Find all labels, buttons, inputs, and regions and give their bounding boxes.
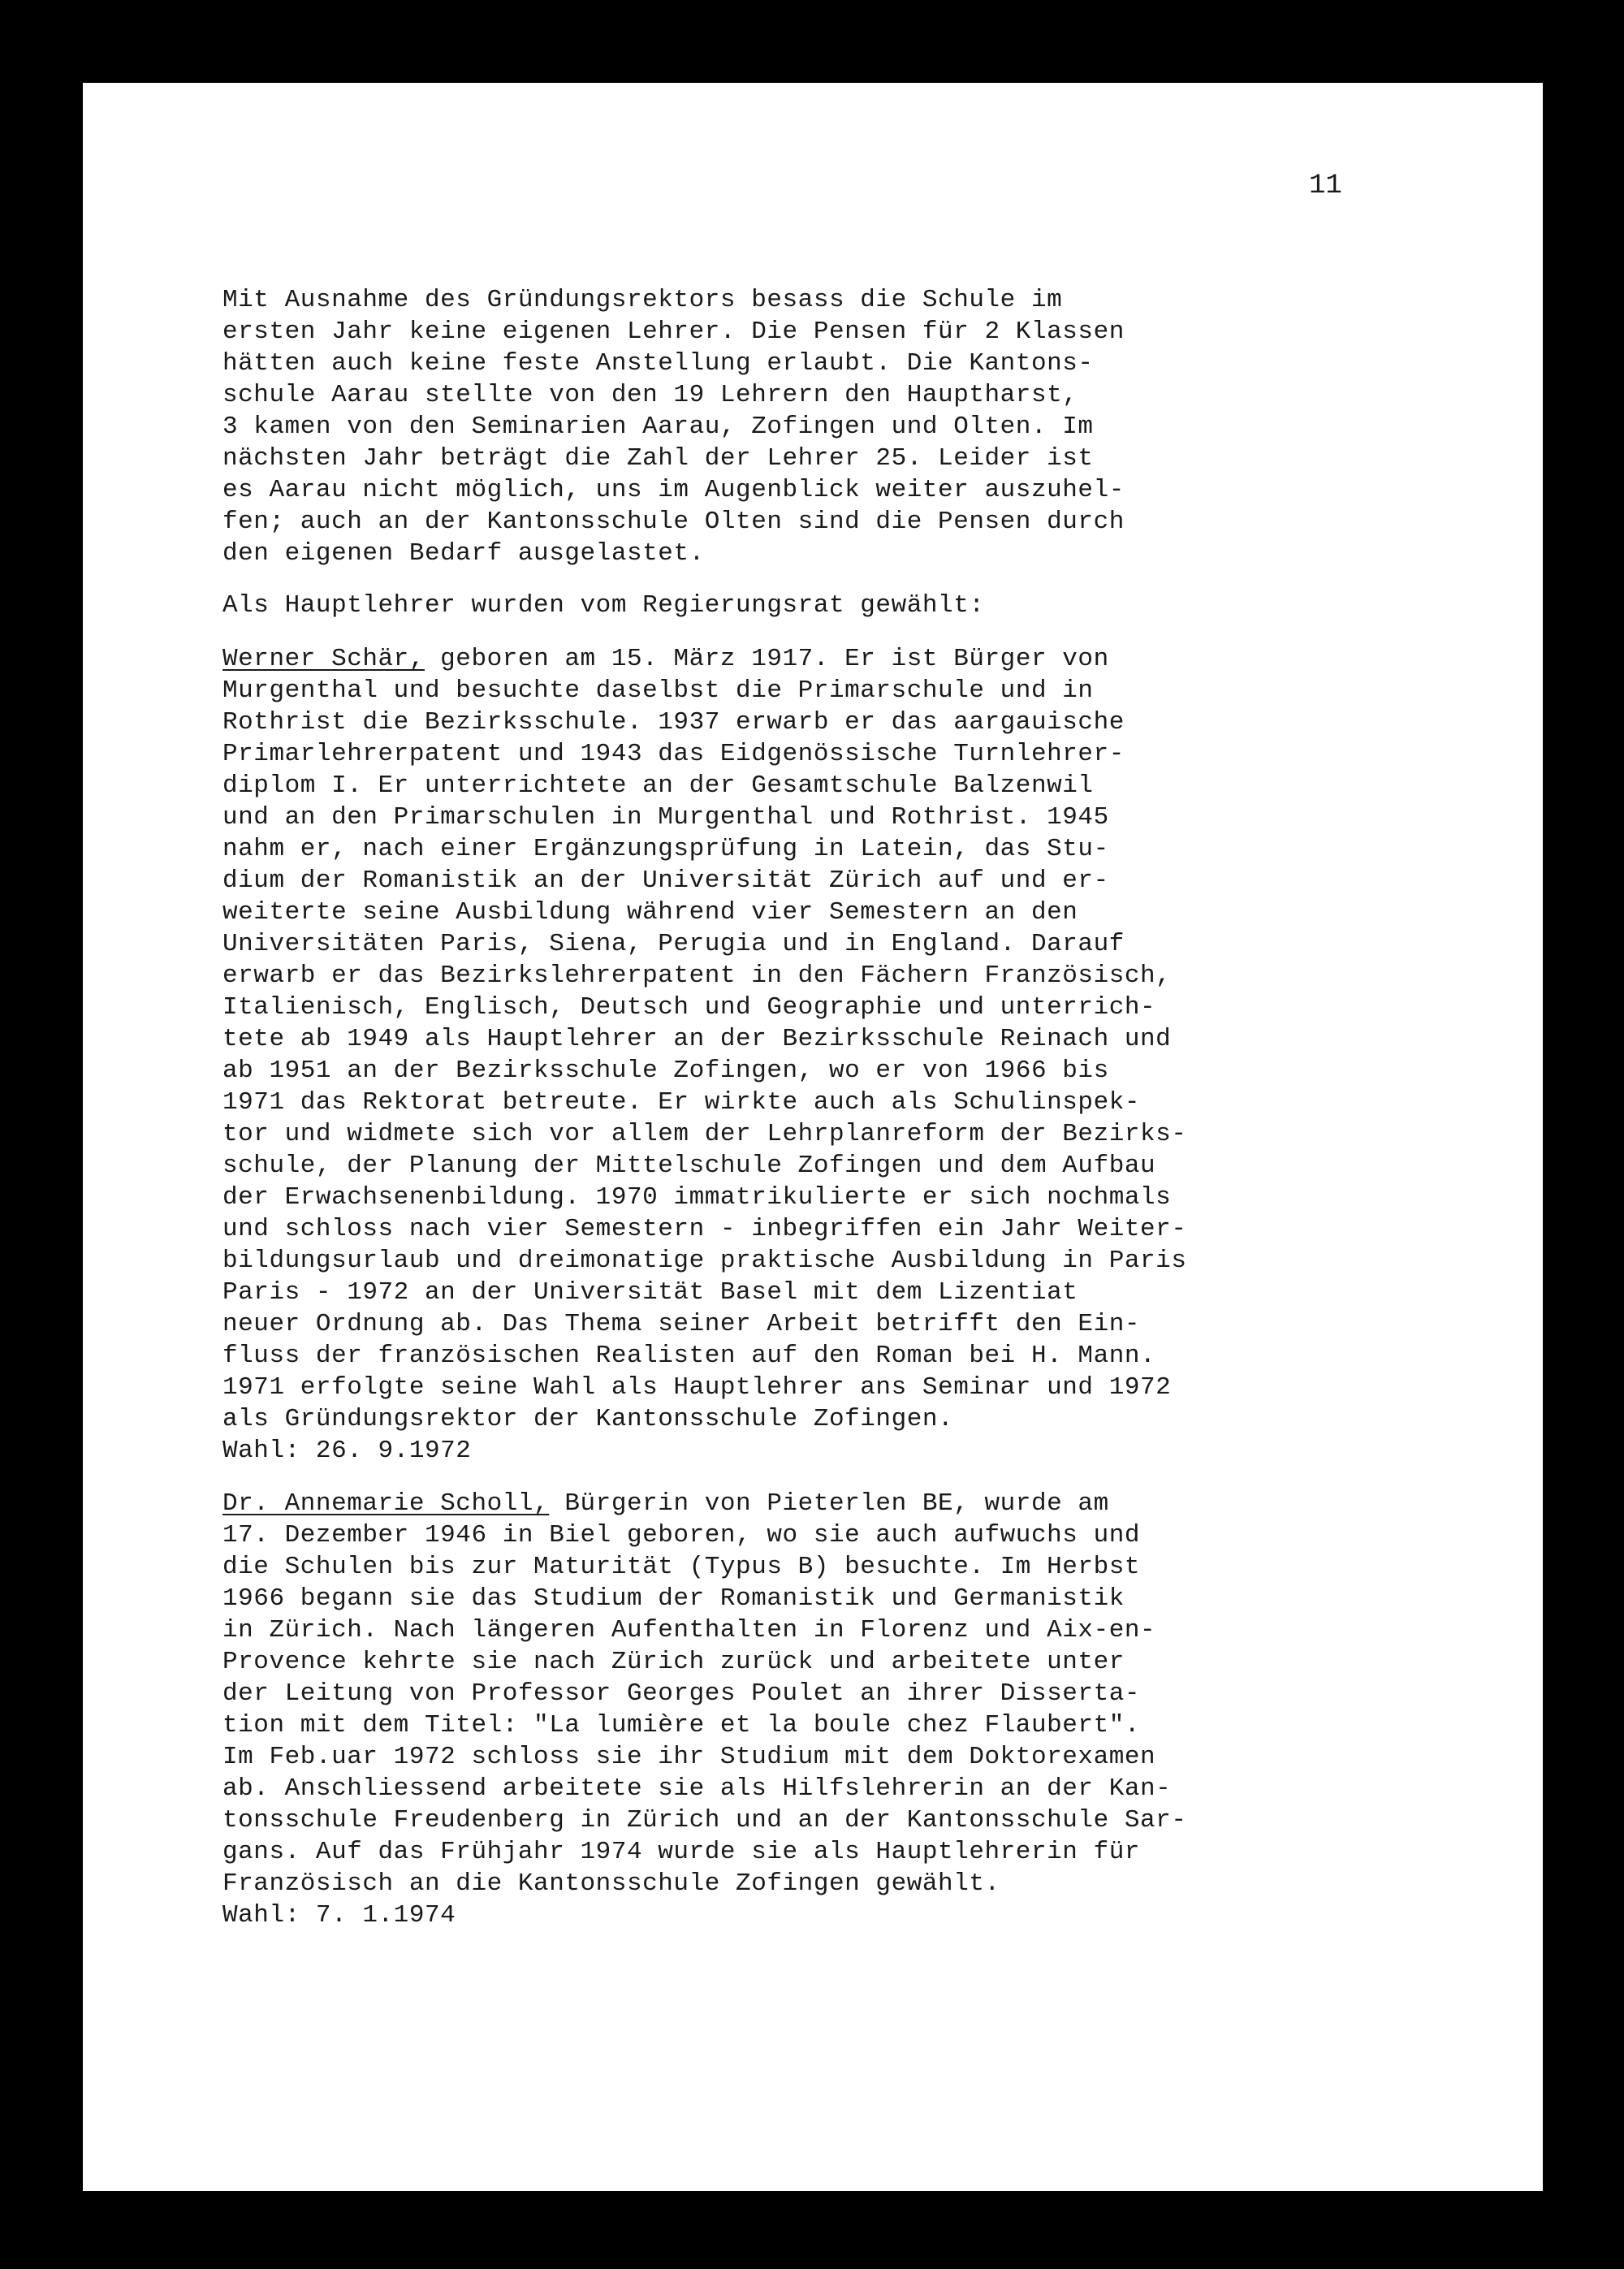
scholl-biography — [222, 1488, 1187, 1931]
text-line: schule Aarau stellte von den 19 Lehrern den Hauptharst, — [222, 381, 1078, 409]
text-line: Provence kehrte sie nach Zürich zurück und arbeitete unter — [222, 1648, 1125, 1676]
text-line — [222, 1488, 1187, 1519]
text-line: der Erwachsenenbildung. 1970 immatrikulierte er sich nochmals — [222, 1183, 1172, 1212]
text-line: fluss der französischen Realisten auf den Roman bei H. Mann. — [222, 1342, 1156, 1370]
text-line: tete ab 1949 als Hauptlehrer an der Bezirksschule Reinach und — [222, 1025, 1172, 1053]
text-line: bildungsurlaub und dreimonatige praktische Ausbildung in Paris — [222, 1247, 1187, 1275]
text-line: weiterte seine Ausbildung während vier Semestern an den — [222, 898, 1078, 927]
text-line: ersten Jahr keine eigenen Lehrer. Die Pensen für 2 Klassen — [222, 318, 1125, 346]
intro-paragraph — [222, 284, 1125, 569]
text-span: geboren am 15. März 1917. Er ist Bürger von — [425, 645, 1109, 673]
text-line: erwarb er das Bezirkslehrerpatent in den Fächern Französisch, — [222, 962, 1172, 990]
text-line: den eigenen Bedarf ausgelastet. — [222, 539, 705, 568]
text-line: tonsschule Freudenberg in Zürich und an der Kantonsschule Sar- — [222, 1806, 1187, 1835]
text-line: 17. Dezember 1946 in Biel geboren, wo sie auch aufwuchs und — [222, 1521, 1141, 1549]
page-number: 11 — [1309, 171, 1342, 201]
text-line: Murgenthal und besuchte daselbst die Primarschule und in — [222, 676, 1094, 705]
text-line: dium der Romanistik an der Universität Zürich auf und er- — [222, 867, 1109, 895]
section-heading — [222, 590, 985, 621]
text-line: ab 1951 an der Bezirksschule Zofingen, wo er von 1966 bis — [222, 1057, 1109, 1085]
text-line: Italienisch, Englisch, Deutsch und Geographie und unterrich- — [222, 993, 1156, 1022]
heading-line: Als Hauptlehrer wurden vom Regierungsrat gewählt: — [222, 591, 985, 620]
text-line: Im Feb.uar 1972 schloss sie ihr Studium mit dem Doktorexamen — [222, 1743, 1156, 1771]
text-line: ab. Anschliessend arbeitete sie als Hilfslehrerin an der Kan- — [222, 1774, 1172, 1803]
text-line: diplom I. Er unterrichtete an der Gesamtschule Balzenwil — [222, 771, 1094, 800]
text-line: Rothrist die Bezirksschule. 1937 erwarb er das aargauische — [222, 708, 1125, 737]
text-line: Primarlehrerpatent und 1943 das Eidgenössische Turnlehrer- — [222, 740, 1125, 768]
text-line: Universitäten Paris, Siena, Perugia und in England. Darauf — [222, 930, 1125, 958]
text-line: die Schulen bis zur Maturität (Typus B) besuchte. Im Herbst — [222, 1553, 1141, 1581]
document-page — [83, 83, 1543, 2191]
schaer-biography — [222, 643, 1187, 1467]
text-line: 1966 begann sie das Studium der Romanistik und Germanistik — [222, 1584, 1125, 1613]
election-date: Wahl: 7. 1.1974 — [222, 1901, 456, 1930]
person-name: Dr. Annemarie Scholl, — [222, 1489, 550, 1518]
text-line: und an den Primarschulen in Murgenthal und Rothrist. 1945 — [222, 803, 1109, 832]
text-line: 1971 erfolgte seine Wahl als Hauptlehrer ans Seminar und 1972 — [222, 1373, 1172, 1402]
text-line: es Aarau nicht möglich, uns im Augenblick weiter auszuhel- — [222, 476, 1125, 504]
text-line: tor und widmete sich vor allem der Lehrplanreform der Bezirks- — [222, 1120, 1187, 1148]
text-line: schule, der Planung der Mittelschule Zofingen und dem Aufbau — [222, 1152, 1156, 1180]
text-line: 1971 das Rektorat betreute. Er wirkte auch als Schulinspek- — [222, 1088, 1141, 1117]
text-line: 3 kamen von den Seminarien Aarau, Zofingen und Olten. Im — [222, 413, 1094, 441]
text-line: hätten auch keine feste Anstellung erlaubt. Die Kantons- — [222, 349, 1094, 378]
person-name: Werner Schär, — [222, 645, 425, 673]
text-line: tion mit dem Titel: "La lumière et la boule chez Flaubert". — [222, 1711, 1141, 1740]
text-line: gans. Auf das Frühjahr 1974 wurde sie als Hauptlehrerin für — [222, 1838, 1141, 1866]
election-date: Wahl: 26. 9.1972 — [222, 1437, 472, 1465]
text-line: der Leitung von Professor Georges Poulet an ihrer Disserta- — [222, 1679, 1141, 1708]
text-line: nächsten Jahr beträgt die Zahl der Lehrer 25. Leider ist — [222, 444, 1094, 473]
text-line: und schloss nach vier Semestern - inbegriffen ein Jahr Weiter- — [222, 1215, 1187, 1243]
text-line: Französisch an die Kantonsschule Zofingen gewählt. — [222, 1869, 1000, 1898]
text-line: in Zürich. Nach längeren Aufenthalten in Florenz und Aix-en- — [222, 1616, 1156, 1644]
text-line: fen; auch an der Kantonsschule Olten sind die Pensen durch — [222, 508, 1125, 536]
text-line — [222, 643, 1187, 675]
text-span: Bürgerin von Pieterlen BE, wurde am — [549, 1489, 1109, 1518]
text-line: als Gründungsrektor der Kantonsschule Zofingen. — [222, 1405, 954, 1433]
text-line: Mit Ausnahme des Gründungsrektors besass die Schule im — [222, 286, 1063, 314]
text-line: nahm er, nach einer Ergänzungsprüfung in Latein, das Stu- — [222, 835, 1109, 863]
text-line: Paris - 1972 an der Universität Basel mit dem Lizentiat — [222, 1278, 1078, 1307]
text-line: neuer Ordnung ab. Das Thema seiner Arbeit betrifft den Ein- — [222, 1310, 1141, 1338]
